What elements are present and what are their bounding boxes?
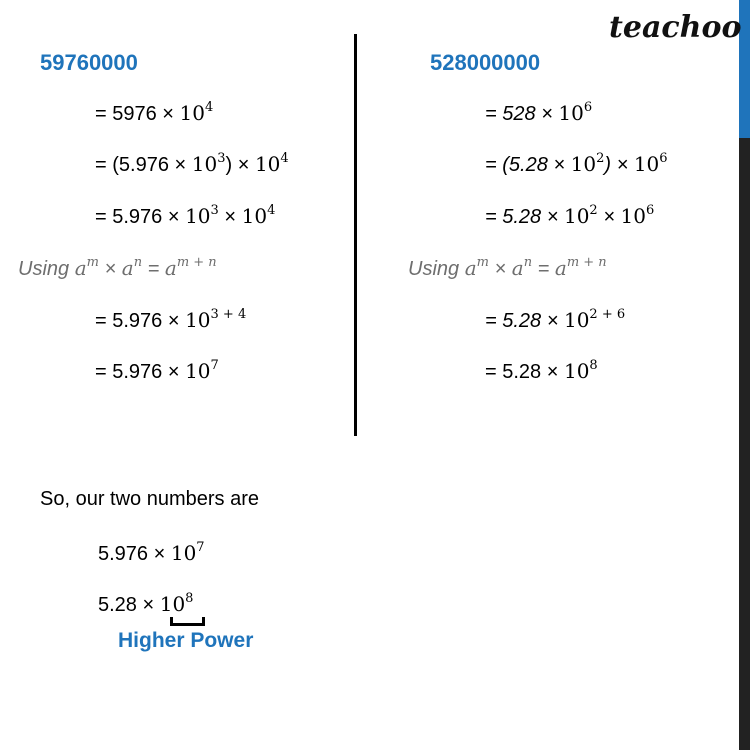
summary-number-2: $5.28 \times 10^8$ — [98, 591, 194, 616]
left-heading: 59760000 — [40, 50, 138, 75]
left-step-2: = $(5.976 \times 10^3) \times 10^4$ — [95, 151, 289, 176]
right-step-5: = $5.28 \times 10^8$ — [485, 358, 598, 383]
column-divider — [354, 34, 357, 436]
left-step-1: = $5976 \times 10^4$ — [95, 100, 214, 125]
right-heading: 528000000 — [430, 50, 541, 75]
right-step-1: = $528 \times 10^6$ — [485, 100, 593, 125]
left-exponent-rule: Using $a^m \times a^n = a^{m + n}$ — [18, 255, 217, 280]
right-exponent-rule: Using $a^m \times a^n = a^{m + n}$ — [408, 255, 607, 280]
right-step-3: = $5.28 \times 10^2 \times 10^6$ — [485, 203, 655, 228]
side-stripe-dark — [739, 138, 750, 750]
left-step-3: = $5.976 \times 10^3 \times 10^4$ — [95, 203, 276, 228]
summary-number-1: $5.976 \times 10^7$ — [98, 540, 205, 565]
underbrace-bracket — [170, 617, 205, 626]
summary-intro: So, our two numbers are — [40, 488, 259, 510]
left-step-4: = $5.976 \times 10^{3 + 4}$ — [95, 307, 247, 332]
higher-power-note: Higher Power — [118, 629, 254, 652]
left-step-5: = $5.976 \times 10^7$ — [95, 358, 219, 383]
teachoo-logo: teachoo — [609, 10, 742, 45]
right-step-2: = $(5.28 \times 10^2) \times 10^6$ — [485, 151, 668, 176]
right-step-4: = $5.28 \times 10^{2 + 6}$ — [485, 307, 626, 332]
